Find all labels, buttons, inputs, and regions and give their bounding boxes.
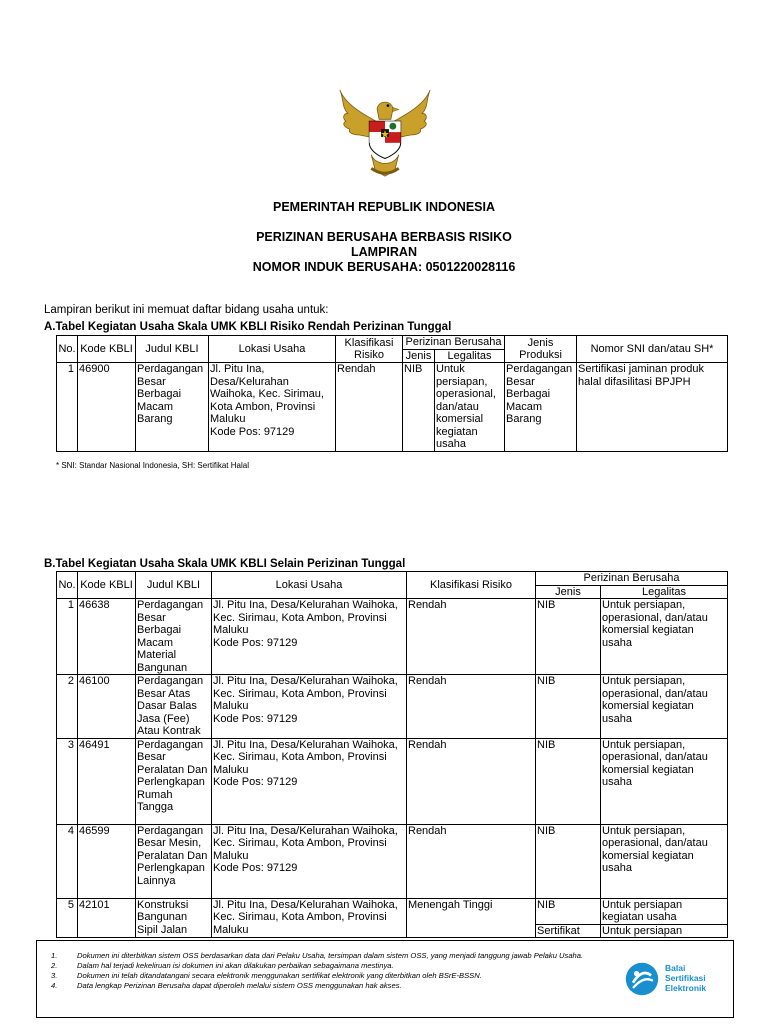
cell-kode: 46599 xyxy=(78,824,136,898)
cell-alamat: Jl. Pitu Ina, Desa/Kelurahan Waihoka, Kec. Sirimau, Kota Ambon, Provinsi Maluku xyxy=(213,599,398,636)
col-legalitas: Legalitas xyxy=(601,585,728,599)
table-a-note: * SNI: Standar Nasional Indonesia, SH: Sertifikat Halal xyxy=(56,461,249,470)
col-kode: Kode KBLI xyxy=(78,336,136,363)
cell-judul: Perdagangan Besar Berbagai Macam Barang xyxy=(136,363,209,452)
cell-no: 1 xyxy=(57,363,78,452)
cell-judul: Perdagangan Besar Peralatan Dan Perlengkapan Rumah Tangga xyxy=(136,738,212,824)
cell-judul: Konstruksi Bangunan Sipil Jalan xyxy=(136,898,212,938)
col-jenis: Jenis xyxy=(403,349,435,363)
cell-jenis: NIB xyxy=(536,599,601,675)
col-perizinan: Perizinan Berusaha xyxy=(536,572,728,586)
cell-lokasi xyxy=(212,824,407,898)
cell-lokasi xyxy=(212,738,407,824)
cell-no: 1 xyxy=(57,599,78,675)
cell-legalitas: Untuk persiapan, operasional, dan/atau komersial kegiatan usaha xyxy=(435,363,505,452)
bsre-logo-icon xyxy=(624,961,660,997)
col-perizinan: Perizinan Berusaha xyxy=(403,336,505,350)
cell-alamat: Jl. Pitu Ina, Desa/Kelurahan Waihoka, Kec. Sirimau, Kota Ambon, Provinsi Maluku xyxy=(213,824,398,862)
footer-item: 3. Dokumen ini telah ditandatangani secara elektronik menggunakan sertifikat elektronik yang diterbitkan oleh BSrE-BSSN. xyxy=(51,971,482,980)
col-produksi: Jenis Produksi xyxy=(505,336,577,363)
section-b-title: B.Tabel Kegiatan Usaha Skala UMK KBLI Selain Perizinan Tunggal xyxy=(44,558,406,570)
cell-klasifikasi: Rendah xyxy=(407,824,536,898)
cell-kodepos: Kode Pos: 97129 xyxy=(213,776,298,788)
cell-produksi: Perdagangan Besar Berbagai Macam Barang xyxy=(505,363,577,452)
table-row xyxy=(57,675,728,739)
cell-no: 4 xyxy=(57,824,78,898)
col-lokasi: Lokasi Usaha xyxy=(212,572,407,599)
cell-klasifikasi: Rendah xyxy=(407,675,536,739)
cell-kode: 46491 xyxy=(78,738,136,824)
document-title: PERIZINAN BERUSAHA BERBASIS RISIKO xyxy=(256,230,512,244)
cell-jenis: NIB xyxy=(536,898,601,924)
col-legalitas: Legalitas xyxy=(435,349,505,363)
document-subtitle: LAMPIRAN xyxy=(351,245,417,259)
cell-no: 3 xyxy=(57,738,78,824)
cell-judul: Perdagangan Besar Berbagai Macam Material Bangunan xyxy=(136,599,212,675)
table-row xyxy=(57,898,728,924)
cell-jenis: Sertifikat xyxy=(536,924,601,938)
cell-no: 2 xyxy=(57,675,78,739)
cell-klasifikasi: Rendah xyxy=(407,599,536,675)
cell-klasifikasi: Rendah xyxy=(336,363,403,452)
cell-sni: Sertifikasi jaminan produk halal difasilitasi BPJPH xyxy=(577,363,728,452)
footer-notes xyxy=(36,940,734,1018)
cell-legalitas: Untuk persiapan xyxy=(601,924,728,938)
col-lokasi: Lokasi Usaha xyxy=(209,336,336,363)
col-klasifikasi: Klasifikasi Risiko xyxy=(336,336,403,363)
cell-lokasi: Jl. Pitu Ina, Desa/Kelurahan Waihoka, Kec. Sirimau, Kota Ambon, Provinsi Maluku xyxy=(212,898,407,938)
cell-jenis: NIB xyxy=(536,738,601,824)
cell-legalitas: Untuk persiapan kegiatan usaha xyxy=(601,898,728,924)
cell-kode: 42101 xyxy=(78,898,136,938)
table-row xyxy=(57,824,728,898)
cell-klasifikasi: Menengah Tinggi xyxy=(407,898,536,938)
cell-jenis: NIB xyxy=(536,675,601,739)
col-jenis: Jenis xyxy=(536,585,601,599)
col-judul: Judul KBLI xyxy=(136,336,209,363)
cell-judul: Perdagangan Besar Atas Dasar Balas Jasa (Fee) Atau Kontrak xyxy=(136,675,212,739)
cell-judul: Perdagangan Besar Mesin, Peralatan Dan Perlengkapan Lainnya xyxy=(136,824,212,898)
nib-number: NOMOR INDUK BERUSAHA: 0501220028116 xyxy=(252,260,516,274)
footer-item: 2. Dalam hal terjadi kekeliruan isi dokumen ini akan dilakukan perbaikan sebagaimana mestinya. xyxy=(51,961,394,970)
cell-jenis: NIB xyxy=(536,824,601,898)
cell-legalitas: Untuk persiapan, operasional, dan/atau komersial kegiatan usaha xyxy=(601,738,728,824)
footer-item: 4. Data lengkap Perizinan Berusaha dapat diperoleh melalui sistem OSS menggunakan hak akses. xyxy=(51,981,402,990)
table-row xyxy=(57,599,728,675)
cell-alamat: Jl. Pitu Ina, Desa/Kelurahan Waihoka, Kec. Sirimau, Kota Ambon, Provinsi Maluku xyxy=(213,738,398,776)
footer-item: 1. Dokumen ini diterbitkan sistem OSS berdasarkan data dari Pelaku Usaha, tersimpan dalam sistem OSS, yang menjadi tanggung jawab Pelaku Usaha. xyxy=(51,951,584,960)
col-klasifikasi: Klasifikasi Risiko xyxy=(407,572,536,599)
cell-jenis: NIB xyxy=(403,363,435,452)
cell-lokasi xyxy=(212,675,407,739)
section-a-title: A.Tabel Kegiatan Usaha Skala UMK KBLI Risiko Rendah Perizinan Tunggal xyxy=(44,321,452,333)
col-no: No. xyxy=(57,572,78,599)
cell-kodepos: Kode Pos: 97129 xyxy=(210,425,295,438)
cell-alamat: Jl. Pitu Ina, Desa/Kelurahan Waihoka, Kec. Sirimau, Kota Ambon, Provinsi Maluku xyxy=(213,675,398,712)
table-row xyxy=(57,738,728,824)
cell-alamat: Jl. Pitu Ina, Desa/Kelurahan Waihoka, Kec. Sirimau, Kota Ambon, Provinsi Maluku xyxy=(210,363,324,425)
government-name: PEMERINTAH REPUBLIK INDONESIA xyxy=(272,200,495,214)
col-kode: Kode KBLI xyxy=(78,572,136,599)
cell-kode: 46638 xyxy=(78,599,136,675)
cell-kode: 46900 xyxy=(78,363,136,452)
cell-lokasi xyxy=(209,363,336,452)
cell-kode: 46100 xyxy=(78,675,136,739)
cell-no: 5 xyxy=(57,898,78,938)
cell-lokasi xyxy=(212,599,407,675)
intro-text: Lampiran berikut ini memuat daftar bidang usaha untuk: xyxy=(44,304,329,316)
cell-kodepos: Kode Pos: 97129 xyxy=(213,862,298,874)
cell-kodepos: Kode Pos: 97129 xyxy=(213,712,298,725)
cell-klasifikasi: Rendah xyxy=(407,738,536,824)
col-judul: Judul KBLI xyxy=(136,572,212,599)
cell-legalitas: Untuk persiapan, operasional, dan/atau komersial kegiatan usaha xyxy=(601,824,728,898)
garuda-pancasila-emblem xyxy=(336,86,434,184)
col-sni: Nomor SNI dan/atau SH* xyxy=(577,336,728,363)
cell-kodepos: Kode Pos: 97129 xyxy=(213,636,298,649)
col-no: No. xyxy=(57,336,78,363)
table-b xyxy=(56,571,728,938)
table-row xyxy=(57,363,728,452)
bsre-logo-text: Balai Sertifikasi Elektronik xyxy=(665,963,707,993)
table-a xyxy=(56,335,728,452)
cell-legalitas: Untuk persiapan, operasional, dan/atau komersial kegiatan usaha xyxy=(601,599,728,675)
cell-legalitas: Untuk persiapan, operasional, dan/atau komersial kegiatan usaha xyxy=(601,675,728,739)
